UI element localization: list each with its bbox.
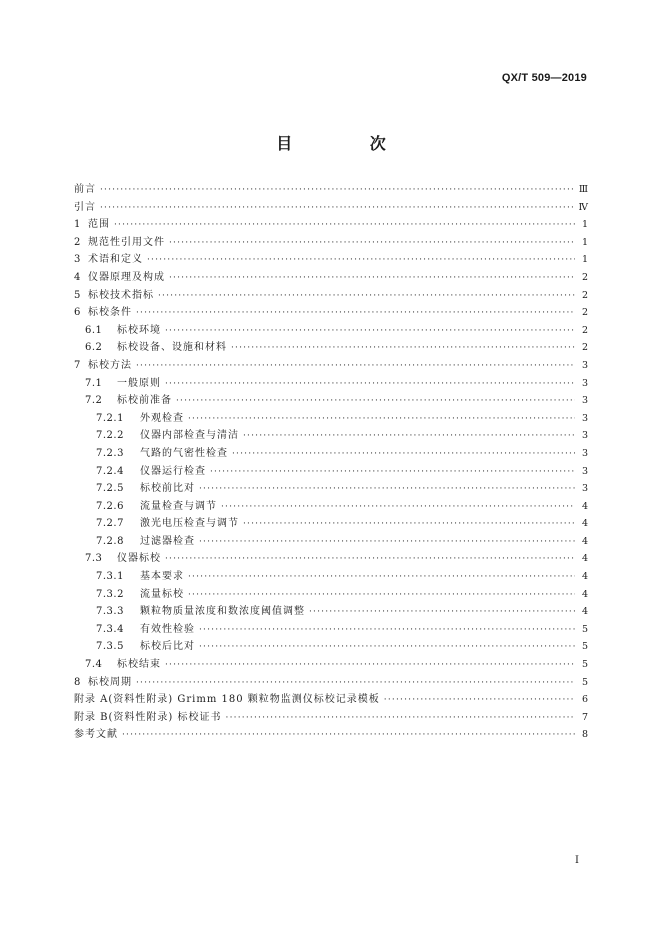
dot-leader <box>199 639 575 657</box>
toc-entry-number: 7.3 <box>85 553 103 565</box>
dot-leader <box>199 534 575 552</box>
toc-entry-page: 4 <box>581 535 588 547</box>
toc-entry[interactable] <box>74 515 588 533</box>
toc-entry-page: 3 <box>581 447 588 459</box>
toc-entry[interactable] <box>74 709 588 727</box>
toc-entry-title: 标校前比对 <box>140 483 195 495</box>
toc-entry-number: 6 <box>74 307 81 319</box>
toc-entry-number: 6.1 <box>85 324 103 336</box>
toc-entry-number: 7.4 <box>85 659 103 671</box>
toc-entry-number: 7.3.4 <box>96 623 124 635</box>
toc-entry-page: 5 <box>581 641 588 653</box>
toc-entry[interactable] <box>74 480 588 498</box>
dot-leader <box>169 235 575 253</box>
toc-entry[interactable] <box>74 287 588 305</box>
dot-leader <box>188 587 575 605</box>
toc-entry-number: 1 <box>74 219 81 231</box>
toc-entry-title: 标校技术指标 <box>88 289 154 301</box>
toc-entry-title: 仪器内部检查与清洁 <box>140 430 239 442</box>
toc-entry-page: 4 <box>581 553 588 565</box>
toc-entry-page: Ⅳ <box>578 201 588 213</box>
toc-entry[interactable] <box>74 304 588 322</box>
dot-leader <box>384 692 575 710</box>
toc-entry-title: 流量检查与调节 <box>140 500 217 512</box>
toc-entry-page: 2 <box>581 289 588 301</box>
dot-leader <box>232 446 575 464</box>
toc-entry[interactable] <box>74 251 588 269</box>
toc-entry-title: 仪器原理及构成 <box>88 271 165 283</box>
toc-entry-page: 5 <box>581 676 588 688</box>
toc-entry[interactable] <box>74 445 588 463</box>
toc-entry-page: 5 <box>581 623 588 635</box>
toc-entry[interactable] <box>74 726 588 744</box>
dot-leader <box>100 200 575 218</box>
dot-leader <box>114 217 575 235</box>
dot-leader <box>188 411 575 429</box>
toc-entry-number: 7.2.8 <box>96 535 124 547</box>
toc-entry-number: 7.1 <box>85 377 103 389</box>
dot-leader <box>100 182 575 200</box>
toc-entry-page: 4 <box>581 588 588 600</box>
toc-entry[interactable] <box>74 463 588 481</box>
toc-entry-page: 4 <box>581 500 588 512</box>
dot-leader <box>226 710 575 728</box>
toc-entry-number: 7.2.5 <box>96 483 124 495</box>
dot-leader <box>136 305 575 323</box>
dot-leader <box>165 376 575 394</box>
toc-entry-number: 7.3.2 <box>96 588 124 600</box>
dot-leader <box>221 499 575 517</box>
toc-entry-page: 7 <box>581 711 588 723</box>
toc-entry[interactable] <box>74 498 588 516</box>
toc-entry[interactable] <box>74 638 588 656</box>
toc-entry-title: 仪器标校 <box>117 553 161 565</box>
toc-entry-title: 参考文献 <box>74 729 118 741</box>
toc-entry[interactable] <box>74 533 588 551</box>
table-of-contents <box>74 181 588 744</box>
toc-entry-number: 7.2 <box>85 395 103 407</box>
toc-entry-title: 一般原则 <box>117 377 161 389</box>
toc-entry[interactable] <box>74 410 588 428</box>
dot-leader <box>199 622 575 640</box>
toc-entry[interactable] <box>74 621 588 639</box>
toc-entry-page: 6 <box>581 694 588 706</box>
toc-entry-page: 3 <box>581 430 588 442</box>
dot-leader <box>243 516 575 534</box>
dot-leader <box>165 657 575 675</box>
toc-entry-page: 3 <box>581 395 588 407</box>
toc-entry[interactable] <box>74 427 588 445</box>
toc-entry-title: 术语和定义 <box>88 254 143 266</box>
dot-leader <box>136 358 575 376</box>
toc-entry[interactable] <box>74 691 588 709</box>
toc-entry-title: 附录 B(资料性附录) 标校证书 <box>74 711 222 723</box>
toc-entry-number: 3 <box>74 254 81 266</box>
toc-entry[interactable] <box>74 216 588 234</box>
toc-entry-page: 8 <box>581 729 588 741</box>
toc-entry[interactable] <box>74 181 588 199</box>
page-title: 目 次 <box>276 134 422 153</box>
toc-entry[interactable] <box>74 357 588 375</box>
toc-entry-title: 标校方法 <box>88 359 132 371</box>
toc-entry-title: 过滤器检查 <box>140 535 195 547</box>
toc-entry[interactable] <box>74 550 588 568</box>
dot-leader <box>199 481 575 499</box>
toc-entry-page: 2 <box>581 307 588 319</box>
toc-entry-page: 4 <box>581 606 588 618</box>
toc-entry-page: 2 <box>581 342 588 354</box>
toc-entry-title: 外观检查 <box>140 412 184 424</box>
toc-entry-title: 标校前准备 <box>117 395 172 407</box>
page-number: Ⅰ <box>575 855 579 866</box>
toc-entry-title: 标校周期 <box>88 676 132 688</box>
toc-entry-title: 标校结束 <box>117 659 161 671</box>
dot-leader <box>309 604 575 622</box>
toc-entry-title: 标校设备、设施和材料 <box>117 342 227 354</box>
toc-entry[interactable] <box>74 603 588 621</box>
toc-entry-number: 6.2 <box>85 342 103 354</box>
toc-entry[interactable] <box>74 568 588 586</box>
toc-entry-page: 3 <box>581 465 588 477</box>
toc-entry-number: 4 <box>74 271 81 283</box>
toc-entry-number: 7.2.2 <box>96 430 124 442</box>
dot-leader <box>158 288 575 306</box>
toc-entry-title: 标校后比对 <box>140 641 195 653</box>
dot-leader <box>122 727 575 745</box>
dot-leader <box>243 428 575 446</box>
toc-entry-page: 3 <box>581 377 588 389</box>
toc-entry-number: 7.2.7 <box>96 518 124 530</box>
toc-entry-title: 标校环境 <box>117 324 161 336</box>
dot-leader <box>165 551 575 569</box>
toc-entry[interactable] <box>74 656 588 674</box>
toc-entry-page: 1 <box>581 254 588 266</box>
toc-entry-title: 仪器运行检查 <box>140 465 206 477</box>
dot-leader <box>176 393 575 411</box>
dot-leader <box>165 323 575 341</box>
dot-leader <box>169 270 575 288</box>
dot-leader <box>188 569 575 587</box>
toc-entry-page: 1 <box>581 219 588 231</box>
toc-entry-number: 7.2.6 <box>96 500 124 512</box>
dot-leader <box>147 252 575 270</box>
toc-entry-number: 7.2.4 <box>96 465 124 477</box>
toc-entry-page: 1 <box>581 236 588 248</box>
toc-entry-title: 基本要求 <box>140 571 184 583</box>
toc-entry[interactable] <box>74 375 588 393</box>
toc-entry-page: 2 <box>581 271 588 283</box>
toc-entry-title: 流量标校 <box>140 588 184 600</box>
standard-number: QX/T 509—2019 <box>501 72 587 84</box>
dot-leader <box>231 340 575 358</box>
toc-entry-title: 范围 <box>88 219 110 231</box>
toc-entry-title: 标校条件 <box>88 307 132 319</box>
toc-entry-page: 2 <box>581 324 588 336</box>
toc-entry-number: 7.3.5 <box>96 641 124 653</box>
toc-entry[interactable] <box>74 674 588 692</box>
toc-entry[interactable] <box>74 322 588 340</box>
toc-entry-page: Ⅲ <box>578 184 588 195</box>
toc-entry[interactable] <box>74 269 588 287</box>
toc-entry-page: 3 <box>581 359 588 371</box>
toc-entry-title: 激光电压检查与调节 <box>140 518 239 530</box>
toc-entry-number: 7.3.3 <box>96 606 124 618</box>
toc-entry-number: 7.2.3 <box>96 447 124 459</box>
toc-entry-title: 有效性检验 <box>140 623 195 635</box>
toc-entry[interactable] <box>74 339 588 357</box>
toc-entry-title: 前言 <box>74 184 96 195</box>
dot-leader <box>136 675 575 693</box>
toc-entry[interactable] <box>74 586 588 604</box>
toc-entry-page: 4 <box>581 571 588 583</box>
toc-entry-page: 5 <box>581 659 588 671</box>
toc-entry-title: 规范性引用文件 <box>88 236 165 248</box>
toc-entry-number: 5 <box>74 289 81 301</box>
toc-entry-page: 4 <box>581 518 588 530</box>
dot-leader <box>210 464 575 482</box>
toc-entry-page: 3 <box>581 412 588 424</box>
toc-entry-page: 3 <box>581 483 588 495</box>
toc-entry-number: 7 <box>74 359 81 371</box>
toc-entry[interactable] <box>74 199 588 217</box>
toc-entry-number: 7.2.1 <box>96 412 124 424</box>
toc-entry-number: 2 <box>74 236 81 248</box>
toc-entry[interactable] <box>74 392 588 410</box>
toc-entry-title: 附录 A(资料性附录) Grimm 180 颗粒物监测仪标校记录模板 <box>74 694 380 706</box>
toc-entry-title: 颗粒物质量浓度和数浓度阈值调整 <box>140 606 305 618</box>
toc-entry-title: 引言 <box>74 201 96 213</box>
toc-entry-number: 8 <box>74 676 81 688</box>
toc-entry[interactable] <box>74 234 588 252</box>
toc-entry-number: 7.3.1 <box>96 571 124 583</box>
toc-entry-title: 气路的气密性检查 <box>140 447 228 459</box>
